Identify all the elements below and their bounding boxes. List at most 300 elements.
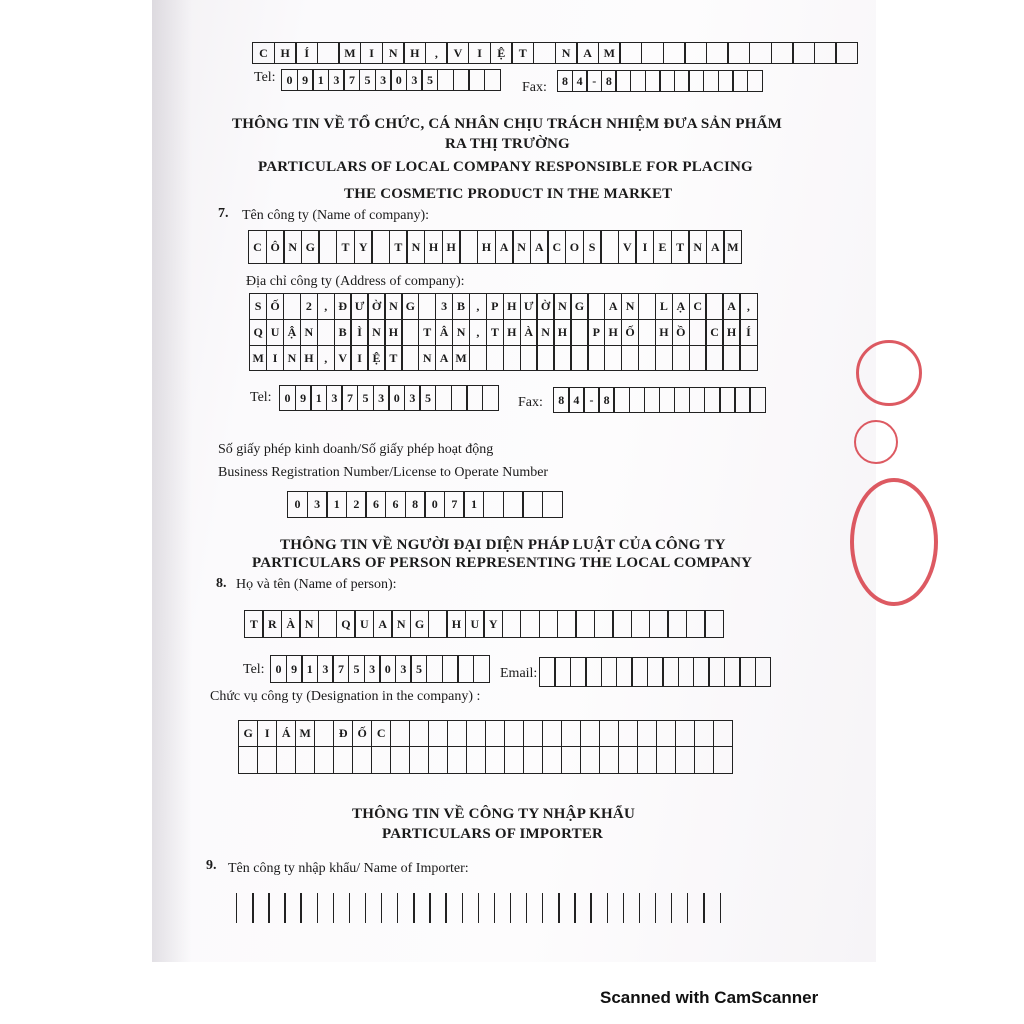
form-cell — [645, 70, 661, 92]
form-cell: N — [512, 230, 531, 264]
form-cell: A — [495, 230, 514, 264]
form-cell: C — [705, 320, 723, 346]
heading-representative-vi: THÔNG TIN VỀ NGƯỜI ĐẠI DIỆN PHÁP LUẬT CỦA CÔNG TY — [280, 537, 726, 553]
form-cell: N — [553, 293, 571, 320]
form-cell: 3 — [307, 491, 328, 518]
form-cell: 6 — [385, 491, 406, 518]
form-cell: A — [604, 293, 622, 320]
form-cell — [601, 657, 618, 687]
form-cell: Ệ — [367, 346, 385, 371]
form-cell: Á — [276, 720, 296, 747]
form-cell: H — [442, 230, 461, 264]
form-cell — [674, 387, 691, 413]
form-cell: 1 — [312, 69, 329, 91]
form-cell — [686, 610, 706, 638]
form-cell: 9 — [297, 69, 314, 91]
form-cell — [542, 720, 562, 747]
scanner-watermark: Scanned with CamScanner — [600, 988, 819, 1007]
form-cell: Q — [336, 610, 356, 638]
form-cell: H — [503, 320, 521, 346]
form-cell — [503, 491, 524, 518]
form-cell: 9 — [295, 385, 312, 411]
form-cell — [276, 747, 296, 774]
form-cell — [333, 893, 351, 923]
form-cell: 5 — [359, 69, 376, 91]
form-cell: M — [723, 230, 742, 264]
form-cell — [644, 387, 661, 413]
form-cell — [580, 720, 600, 747]
form-cell: I — [360, 42, 383, 64]
form-cell: M — [295, 720, 315, 747]
form-cell: L — [655, 293, 673, 320]
form-cell: M — [338, 42, 361, 64]
form-cell: 8 — [598, 387, 615, 413]
form-cell — [318, 610, 338, 638]
form-cell: C — [547, 230, 566, 264]
form-cell — [533, 42, 556, 64]
form-cell: T — [418, 320, 436, 346]
form-cell: 7 — [444, 491, 465, 518]
form-cell: 3 — [404, 385, 421, 411]
form-cell — [447, 720, 467, 747]
form-cell — [542, 747, 562, 774]
form-cell — [616, 657, 633, 687]
form-cell: N — [283, 346, 301, 371]
form-cell — [409, 747, 429, 774]
form-cell — [413, 893, 431, 923]
form-cell — [703, 70, 719, 92]
address-continuation-grid — [252, 42, 858, 64]
form-cell — [570, 320, 588, 346]
form-cell: Ạ — [672, 293, 690, 320]
form-cell — [693, 657, 710, 687]
form-cell — [771, 42, 794, 64]
form-cell: Y — [483, 610, 503, 638]
form-cell — [349, 893, 367, 923]
form-cell — [705, 346, 723, 371]
form-cell: N — [536, 320, 554, 346]
scan-shadow — [152, 0, 192, 962]
form-cell: 8 — [557, 70, 573, 92]
form-cell: 3 — [328, 69, 345, 91]
form-cell — [352, 747, 372, 774]
form-cell — [428, 747, 448, 774]
form-cell — [445, 893, 463, 923]
form-cell — [485, 720, 505, 747]
designation-grid-row1 — [238, 720, 733, 747]
form-cell: I — [635, 230, 654, 264]
form-cell — [365, 893, 383, 923]
form-cell: Ệ — [490, 42, 513, 64]
form-cell: G — [570, 293, 588, 320]
heading-importer-en: PARTICULARS OF IMPORTER — [382, 826, 604, 842]
form-cell — [814, 42, 837, 64]
form-cell — [401, 320, 419, 346]
form-cell — [539, 610, 559, 638]
form-cell — [333, 747, 353, 774]
form-cell — [557, 610, 577, 638]
form-cell — [688, 70, 704, 92]
form-cell: 0 — [287, 491, 308, 518]
form-cell — [536, 346, 554, 371]
form-cell: M — [249, 346, 267, 371]
form-cell: I — [468, 42, 491, 64]
form-cell — [594, 610, 614, 638]
form-cell — [629, 387, 646, 413]
form-cell — [706, 42, 729, 64]
form-cell: A — [530, 230, 549, 264]
importer-name-label: Tên công ty nhập khẩu/ Name of Importer: — [228, 861, 469, 876]
form-cell — [619, 42, 642, 64]
fax-grid — [553, 387, 766, 413]
form-cell — [704, 387, 721, 413]
form-cell — [238, 747, 258, 774]
form-cell: U — [266, 320, 284, 346]
form-cell — [554, 657, 571, 687]
form-cell — [656, 720, 676, 747]
form-cell — [575, 610, 595, 638]
form-cell — [485, 747, 505, 774]
form-cell: 3 — [317, 655, 334, 683]
form-cell — [558, 893, 576, 923]
form-cell: Â — [435, 320, 453, 346]
form-cell — [613, 387, 630, 413]
form-cell: , — [739, 293, 757, 320]
form-cell — [600, 230, 619, 264]
form-cell — [623, 893, 641, 923]
form-cell — [649, 610, 669, 638]
form-cell: B — [452, 293, 470, 320]
form-cell — [719, 387, 736, 413]
form-cell: P — [587, 320, 605, 346]
form-cell: H — [655, 320, 673, 346]
form-cell — [687, 893, 705, 923]
form-cell: G — [410, 610, 430, 638]
form-cell: 5 — [348, 655, 365, 683]
form-cell — [705, 293, 723, 320]
form-cell — [674, 70, 690, 92]
form-cell — [637, 720, 657, 747]
form-cell — [252, 893, 270, 923]
form-cell: G — [301, 230, 320, 264]
form-cell — [667, 610, 687, 638]
designation-grid-row2 — [238, 747, 733, 774]
form-cell — [638, 320, 656, 346]
form-cell: 4 — [572, 70, 588, 92]
form-cell — [429, 893, 447, 923]
form-cell — [694, 747, 714, 774]
form-cell: 5 — [419, 385, 436, 411]
form-cell — [542, 491, 563, 518]
form-cell — [587, 293, 605, 320]
form-cell — [749, 42, 772, 64]
form-cell — [612, 610, 632, 638]
item-number-9: 9. — [206, 858, 217, 873]
form-cell: 5 — [357, 385, 374, 411]
form-cell: U — [465, 610, 485, 638]
item-number-7: 7. — [218, 206, 229, 221]
form-cell — [615, 70, 631, 92]
form-cell — [257, 747, 277, 774]
form-cell: M — [452, 346, 470, 371]
form-cell — [510, 893, 528, 923]
form-cell — [638, 293, 656, 320]
form-cell: M — [598, 42, 621, 64]
form-cell: C — [252, 42, 275, 64]
form-cell: Ì — [350, 320, 368, 346]
form-cell — [409, 720, 429, 747]
form-cell — [672, 346, 690, 371]
form-cell — [655, 346, 673, 371]
heading-representative-en: PARTICULARS OF PERSON REPRESENTING THE LOCAL COMPANY — [252, 555, 753, 571]
form-cell — [442, 655, 459, 683]
form-cell — [522, 491, 543, 518]
form-cell — [469, 346, 487, 371]
form-cell: P — [486, 293, 504, 320]
form-cell: Y — [354, 230, 373, 264]
email-label: Email: — [500, 666, 538, 681]
tel-grid — [279, 385, 499, 411]
form-cell — [390, 747, 410, 774]
form-cell: Í — [739, 320, 757, 346]
form-cell: Q — [249, 320, 267, 346]
form-cell — [585, 657, 602, 687]
form-cell — [722, 346, 740, 371]
form-cell: H — [300, 346, 318, 371]
address-grid-row1 — [249, 293, 758, 320]
form-cell — [755, 657, 772, 687]
form-cell: N — [391, 610, 411, 638]
form-cell — [468, 69, 485, 91]
form-cell — [314, 747, 334, 774]
form-cell — [574, 893, 592, 923]
form-cell — [638, 346, 656, 371]
form-cell: 1 — [301, 655, 318, 683]
form-cell: N — [283, 230, 302, 264]
form-cell: 0 — [379, 655, 396, 683]
form-cell — [428, 610, 448, 638]
form-cell: À — [520, 320, 538, 346]
form-cell — [659, 70, 675, 92]
form-cell — [284, 893, 302, 923]
form-cell — [689, 387, 706, 413]
form-cell: I — [350, 346, 368, 371]
form-cell — [484, 69, 501, 91]
form-cell: N — [384, 293, 402, 320]
form-cell: 1 — [463, 491, 484, 518]
form-cell — [371, 747, 391, 774]
license-number-grid — [287, 491, 563, 518]
form-cell: Đ — [333, 720, 353, 747]
form-cell — [659, 387, 676, 413]
form-cell — [607, 893, 625, 923]
form-cell: 0 — [390, 69, 407, 91]
form-cell: 7 — [343, 69, 360, 91]
form-cell: T — [244, 610, 264, 638]
form-cell — [647, 657, 664, 687]
form-cell — [397, 893, 415, 923]
form-cell — [561, 747, 581, 774]
form-cell — [675, 720, 695, 747]
form-cell: 5 — [421, 69, 438, 91]
form-cell: V — [446, 42, 469, 64]
form-cell: H — [553, 320, 571, 346]
form-cell: , — [425, 42, 448, 64]
company-name-grid — [248, 230, 742, 264]
form-cell: O — [565, 230, 584, 264]
form-cell — [318, 230, 337, 264]
form-cell — [473, 655, 490, 683]
form-cell: 7 — [332, 655, 349, 683]
form-cell — [689, 346, 707, 371]
form-cell: Ờ — [367, 293, 385, 320]
form-cell — [457, 655, 474, 683]
form-cell — [637, 747, 657, 774]
form-cell: A — [435, 346, 453, 371]
form-cell: , — [317, 346, 335, 371]
form-cell — [718, 70, 734, 92]
form-cell: Ô — [266, 230, 285, 264]
form-cell — [739, 346, 757, 371]
form-cell: 1 — [326, 491, 347, 518]
form-cell: H — [403, 42, 426, 64]
form-cell — [621, 346, 639, 371]
form-cell: Ư — [350, 293, 368, 320]
form-cell: T — [486, 320, 504, 346]
form-cell — [459, 230, 478, 264]
form-cell: Ậ — [283, 320, 301, 346]
form-cell: 9 — [286, 655, 303, 683]
form-cell — [295, 747, 315, 774]
form-cell: 6 — [365, 491, 386, 518]
form-cell — [639, 893, 657, 923]
tel-label: Tel: — [250, 390, 272, 405]
heading-responsible-vi-1: THÔNG TIN VỀ TỔ CHỨC, CÁ NHÂN CHỊU TRÁCH NHIỆM ĐƯA SẢN PHẨM — [232, 116, 783, 132]
form-cell — [662, 657, 679, 687]
person-name-grid — [244, 610, 724, 638]
form-cell — [317, 320, 335, 346]
form-cell: , — [317, 293, 335, 320]
form-cell — [689, 320, 707, 346]
form-cell — [749, 387, 766, 413]
form-cell: 8 — [601, 70, 617, 92]
form-cell — [451, 385, 468, 411]
form-cell: 3 — [364, 655, 381, 683]
form-cell — [792, 42, 815, 64]
form-cell: 3 — [326, 385, 343, 411]
form-cell: N — [688, 230, 707, 264]
form-cell — [503, 346, 521, 371]
form-cell: N — [621, 293, 639, 320]
form-cell — [641, 42, 664, 64]
form-cell — [713, 747, 733, 774]
form-cell — [428, 720, 448, 747]
form-cell: 0 — [388, 385, 405, 411]
address-grid-row2 — [249, 320, 758, 346]
form-cell: 8 — [553, 387, 570, 413]
form-cell — [466, 747, 486, 774]
form-cell — [523, 720, 543, 747]
form-cell — [631, 657, 648, 687]
fax-grid-top — [557, 70, 763, 92]
form-cell: V — [618, 230, 637, 264]
form-cell — [675, 747, 695, 774]
form-cell: E — [653, 230, 672, 264]
form-cell — [520, 610, 540, 638]
form-cell: G — [401, 293, 419, 320]
form-cell — [494, 893, 512, 923]
form-cell: 3 — [435, 293, 453, 320]
form-cell — [656, 747, 676, 774]
form-cell — [587, 346, 605, 371]
form-cell: 0 — [281, 69, 298, 91]
form-cell — [724, 657, 741, 687]
form-cell: N — [382, 42, 405, 64]
form-cell: Ư — [520, 293, 538, 320]
form-cell — [453, 69, 470, 91]
form-cell — [671, 893, 689, 923]
form-cell — [466, 720, 486, 747]
form-cell: 0 — [270, 655, 287, 683]
form-cell — [631, 610, 651, 638]
form-cell: À — [281, 610, 301, 638]
form-cell — [520, 346, 538, 371]
form-cell — [486, 346, 504, 371]
form-cell: H — [722, 320, 740, 346]
form-cell: , — [469, 293, 487, 320]
form-cell: T — [671, 230, 690, 264]
form-cell — [390, 720, 410, 747]
form-cell — [655, 893, 673, 923]
official-stamp-fragment-middle — [850, 478, 938, 606]
heading-importer-vi: THÔNG TIN VỀ CÔNG TY NHẬP KHẨU — [352, 806, 635, 822]
tel-grid-top — [281, 69, 501, 91]
form-cell — [590, 893, 608, 923]
form-cell — [300, 893, 318, 923]
heading-responsible-en-2: THE COSMETIC PRODUCT IN THE MARKET — [344, 186, 673, 202]
form-cell — [727, 42, 750, 64]
form-cell — [435, 385, 452, 411]
license-label-vi: Số giấy phép kinh doanh/Số giấy phép hoạt động — [218, 442, 494, 457]
form-cell — [401, 346, 419, 371]
company-name-label: Tên công ty (Name of company): — [242, 208, 429, 223]
form-cell: 3 — [373, 385, 390, 411]
form-cell: N — [555, 42, 578, 64]
form-cell: H — [274, 42, 297, 64]
form-cell: Ố — [352, 720, 372, 747]
form-cell: 4 — [568, 387, 585, 413]
form-cell — [694, 720, 714, 747]
form-cell — [570, 346, 588, 371]
fax-label-top: Fax: — [522, 80, 547, 95]
form-cell — [526, 893, 544, 923]
form-cell: A — [576, 42, 599, 64]
form-cell: 3 — [375, 69, 392, 91]
email-grid — [539, 657, 771, 687]
form-cell — [732, 70, 748, 92]
form-cell: Ờ — [536, 293, 554, 320]
form-cell: C — [248, 230, 267, 264]
form-cell: Ồ — [672, 320, 690, 346]
form-cell: T — [511, 42, 534, 64]
form-cell: C — [371, 720, 391, 747]
form-cell — [618, 720, 638, 747]
form-cell — [553, 346, 571, 371]
form-cell — [504, 720, 524, 747]
form-cell: U — [354, 610, 374, 638]
form-cell — [381, 893, 399, 923]
form-cell: Í — [295, 42, 318, 64]
